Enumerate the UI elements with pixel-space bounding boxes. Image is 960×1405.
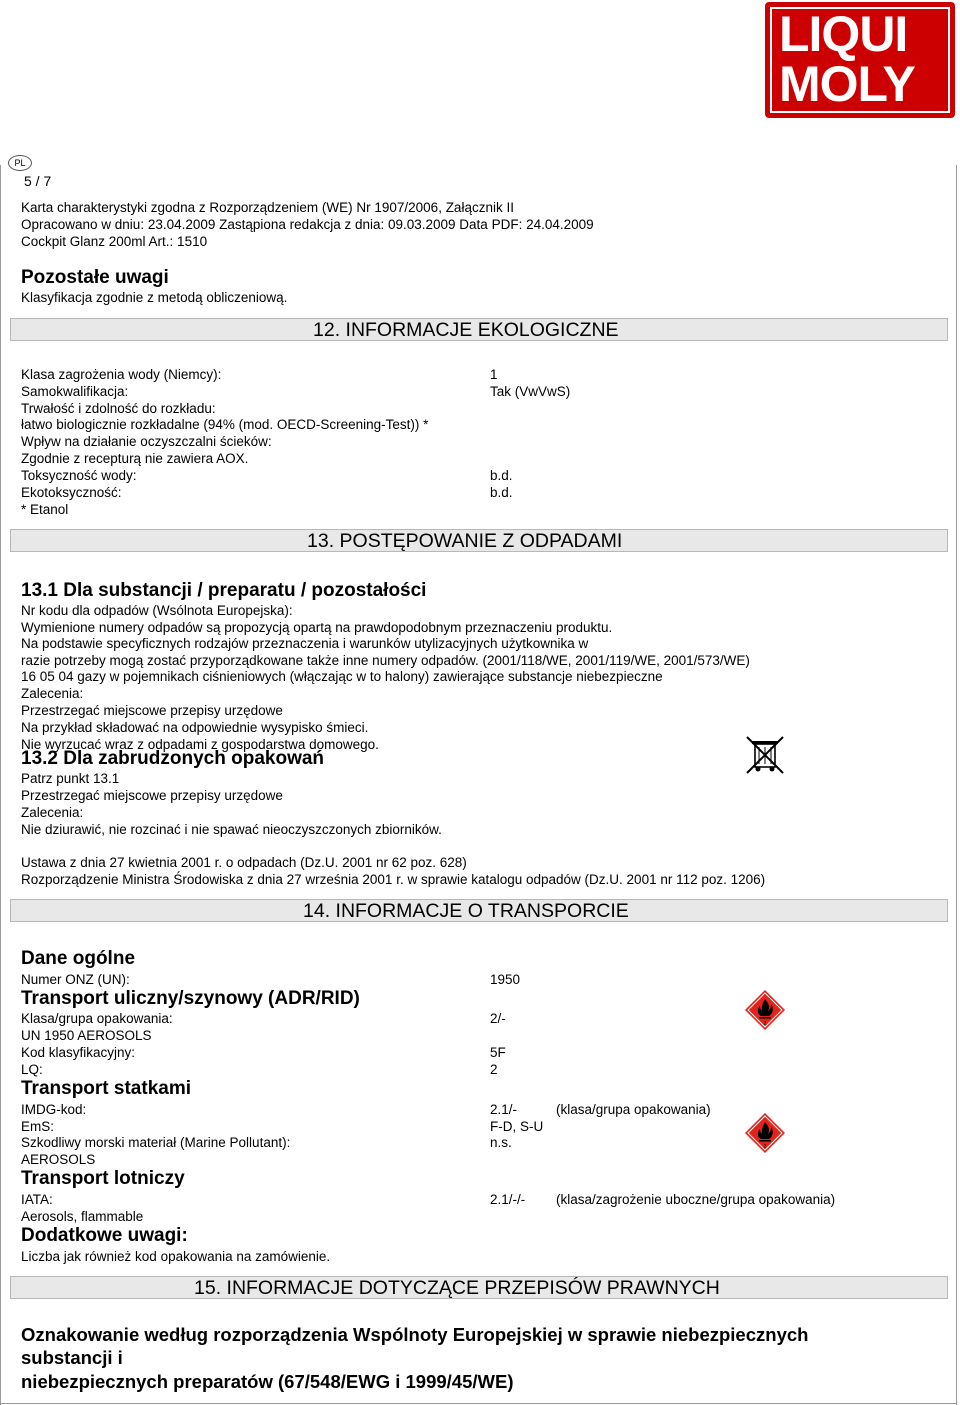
section-13-bar: [10, 529, 948, 552]
other-remarks-text: Klasyfikacja zgodnie z metodą obliczeniową.: [21, 290, 288, 305]
extra-text: Liczba jak również kod opakowania na zamówienie.: [21, 1249, 331, 1264]
s12-value: 1: [490, 367, 498, 382]
s13-line: Na przykład składować na odpowiednie wysypisko śmieci.: [21, 720, 369, 735]
s12-value: b.d.: [490, 468, 513, 483]
onz-value: 1950: [490, 972, 521, 987]
s13-line: razie potrzeby mogą zostać przyporządkowane także inne numery odpadów. (2001/118/WE, 2001/119/WE, 2001/573/WE): [21, 653, 750, 668]
section-13-title: 13. POSTĘPOWANIE Z ODPADAMI: [307, 530, 623, 552]
road-label: LQ:: [21, 1062, 43, 1077]
s13-2-line: Przestrzegać miejscowe przepisy urzędowe: [21, 788, 283, 803]
s13-2-line: Zalecenia:: [21, 805, 84, 820]
general-title: Dane ogólne: [21, 948, 136, 969]
section-15-title: 15. INFORMACJE DOTYCZĄCE PRZEPISÓW PRAWNYCH: [194, 1277, 720, 1299]
flammable-gas-diamond-icon: [744, 989, 786, 1031]
s13-line: Wymienione numery odpadów są propozycją opartą na prawdopodobnym przeznaczeniu produktu.: [21, 620, 613, 635]
law-line-2: Rozporządzenie Ministra Środowiska z dnia 27 września 2001 r. w sprawie katalogu odpadów (Dz.U. 2001 nr 112 poz. 1206): [21, 872, 766, 887]
sea-value: n.s.: [490, 1135, 512, 1150]
air-value: 2.1/-/-: [490, 1192, 526, 1207]
section-12-bar: [10, 318, 948, 341]
section-14-bar: [10, 899, 948, 922]
flammable-gas-diamond-icon: [744, 1112, 786, 1154]
s13-line: Nie wyrzucać wraz z odpadami z gospodarstwa domowego.: [21, 737, 379, 752]
section-14-title: 14. INFORMACJE O TRANSPORCIE: [303, 900, 629, 922]
s12-label: Toksyczność wody:: [21, 468, 137, 483]
s13-line: 16 05 04 gazy w pojemnikach ciśnieniowych (włączając w to halony) zawierające substancje niebezpieczne: [21, 669, 663, 684]
header-line-3: Cockpit Glanz 200ml Art.: 1510: [21, 234, 208, 249]
s12-value: b.d.: [490, 485, 513, 500]
svg-text:2: 2: [763, 1144, 767, 1150]
s13-line: Nr kodu dla odpadów (Wsólnota Europejska):: [21, 603, 293, 618]
sea-title: Transport statkami: [21, 1078, 191, 1099]
svg-text:2: 2: [763, 1021, 767, 1027]
s12-label: Ekotoksyczność:: [21, 485, 122, 500]
section-13-2-title: 13.2 Dla zabrudzonych opakowań: [21, 748, 325, 769]
s13-line: Przestrzegać miejscowe przepisy urzędowe: [21, 703, 283, 718]
s13-2-line: Patrz punkt 13.1: [21, 771, 120, 786]
sea-label: Szkodliwy morski materiał (Marine Pollutant):: [21, 1135, 291, 1150]
s12-label: Trwałość i zdolność do rozkładu:: [21, 401, 216, 416]
sea-note: (klasa/grupa opakowania): [556, 1102, 711, 1117]
other-remarks-title: Pozostałe uwagi: [21, 267, 169, 288]
s13-2-line: Nie dziurawić, nie rozcinać i nie spawać nieoczyszczonych zbiorników.: [21, 822, 442, 837]
section-15-bar: [10, 1276, 948, 1299]
s12-label: Samokwalifikacja:: [21, 384, 129, 399]
s12-label: Zgodnie z recepturą nie zawiera AOX.: [21, 451, 249, 466]
sea-label: AEROSOLS: [21, 1152, 96, 1167]
s12-label: łatwo biologicznie rozkładalne (94% (mod. OECD-Screening-Test)) *: [21, 417, 429, 432]
s12-label: Klasa zagrożenia wody (Niemcy):: [21, 367, 222, 382]
page-frame-right: [956, 165, 957, 1405]
logo-line2: MOLY: [779, 56, 915, 112]
air-label: Aerosols, flammable: [21, 1209, 144, 1224]
header-line-1: Karta charakterystyki zgodna z Rozporządzeniem (WE) Nr 1907/2006, Załącznik II: [21, 200, 514, 215]
s13-line: Zalecenia:: [21, 686, 84, 701]
road-value: 5F: [490, 1045, 506, 1060]
section-15-heading-1: Oznakowanie według rozporządzenia Wspólnoty Europejskiej w sprawie niebezpiecznych: [21, 1324, 809, 1345]
s12-value: Tak (VwVwS): [490, 384, 571, 399]
crossed-out-wheelie-bin-icon: [744, 734, 786, 776]
road-label: Kod klasyfikacyjny:: [21, 1045, 136, 1060]
sea-value: F-D, S-U: [490, 1119, 544, 1134]
language-badge: PL: [8, 155, 32, 171]
sea-value: 2.1/-: [490, 1102, 518, 1117]
law-line-1: Ustawa z dnia 27 kwietnia 2001 r. o odpadach (Dz.U. 2001 nr 62 poz. 628): [21, 855, 467, 870]
section-15-heading-3: niebezpiecznych preparatów (67/548/EWG i 1999/45/WE): [21, 1371, 514, 1392]
section-12-title: 12. INFORMACJE EKOLOGICZNE: [313, 319, 619, 341]
s12-label: Wpływ na działanie oczyszczalni ścieków:: [21, 434, 272, 449]
air-title: Transport lotniczy: [21, 1168, 185, 1189]
onz-label: Numer ONZ (UN):: [21, 972, 130, 987]
extra-title: Dodatkowe uwagi:: [21, 1225, 188, 1246]
road-title: Transport uliczny/szynowy (ADR/RID): [21, 988, 360, 1009]
page-number: 5 / 7: [24, 173, 52, 189]
page-frame-bottom: [0, 1403, 957, 1404]
road-label: UN 1950 AEROSOLS: [21, 1028, 152, 1043]
sea-label: IMDG-kod:: [21, 1102, 87, 1117]
s13-line: Na podstawie specyficznych rodzajów przeznaczenia i warunków utylizacyjnych użytkownika w: [21, 636, 589, 651]
logo-line1: LIQUI: [779, 6, 908, 62]
road-value: 2/-: [490, 1011, 506, 1026]
road-label: Klasa/grupa opakowania:: [21, 1011, 173, 1026]
section-13-1-title: 13.1 Dla substancji / preparatu / pozostałości: [21, 580, 427, 601]
header-line-2: Opracowano w dniu: 23.04.2009 Zastąpiona redakcja z dnia: 09.03.2009 Data PDF: 24.04.2009: [21, 217, 594, 232]
page-frame-left: [0, 165, 1, 1405]
s12-label: * Etanol: [21, 502, 69, 517]
sea-label: EmS:: [21, 1119, 55, 1134]
air-note: (klasa/zagrożenie uboczne/grupa opakowania): [556, 1192, 836, 1207]
air-label: IATA:: [21, 1192, 53, 1207]
logo: [765, 2, 960, 120]
section-15-heading-2: substancji i: [21, 1347, 123, 1368]
road-value: 2: [490, 1062, 498, 1077]
